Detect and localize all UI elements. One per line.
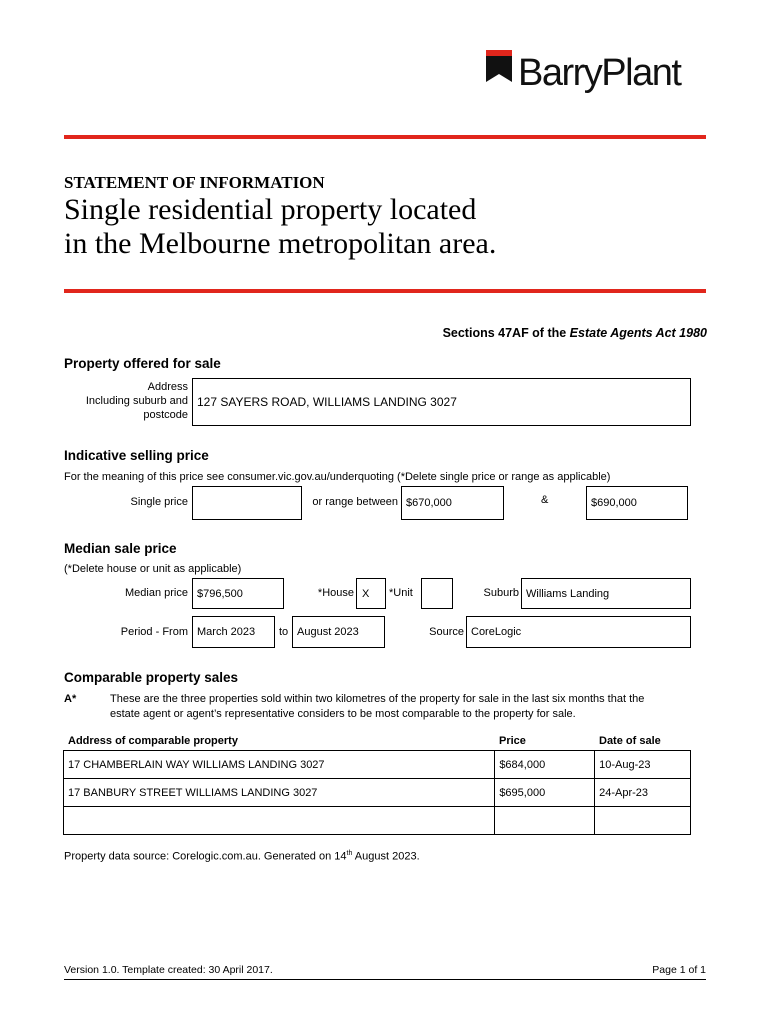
footer-version: Version 1.0. Template created: 30 April 2017.	[64, 964, 273, 976]
comp-price-cell: $684,000	[495, 751, 595, 779]
footer-page: Page 1 of 1	[652, 964, 706, 976]
suburb-value: Williams Landing	[526, 588, 610, 600]
range-high-value: $690,000	[591, 497, 637, 509]
median-price-field[interactable]	[192, 578, 284, 609]
comp-address-cell: 17 BANBURY STREET WILLIAMS LANDING 3027	[64, 779, 495, 807]
sections-reference	[443, 326, 707, 340]
comp-date-cell: 24-Apr-23	[595, 779, 691, 807]
source-field[interactable]	[466, 616, 691, 648]
unit-label: *Unit	[389, 587, 413, 599]
range-high-field[interactable]	[586, 486, 688, 520]
house-value: X	[362, 588, 370, 600]
comp-price-cell	[495, 807, 595, 835]
act-name: Estate Agents Act 1980	[569, 326, 707, 340]
source-label: Source	[429, 626, 464, 638]
range-ampersand: &	[541, 494, 549, 506]
comparable-section-title: Comparable property sales	[64, 670, 239, 685]
top-divider	[64, 135, 706, 139]
table-row	[64, 807, 691, 835]
data-source-note	[64, 850, 420, 863]
comp-price-cell: $695,000	[495, 779, 595, 807]
range-low-field[interactable]	[401, 486, 504, 520]
source-value: CoreLogic	[471, 626, 522, 638]
comparable-desc-line2: estate agent or agent’s representative considers to be most comparable to the property for sale.	[110, 708, 576, 720]
address-value: 127 SAYERS ROAD, WILLIAMS LANDING 3027	[197, 395, 457, 409]
comparable-marker: A*	[64, 693, 77, 705]
comp-date-cell	[595, 807, 691, 835]
property-section-title: Property offered for sale	[64, 356, 221, 371]
period-from-label: Period - From	[120, 626, 188, 638]
comp-date-cell: 10-Aug-23	[595, 751, 691, 779]
comparable-table	[63, 750, 691, 835]
range-low-value: $670,000	[406, 497, 452, 509]
data-source-text: Property data source: Corelogic.com.au. Generated on 14	[64, 850, 347, 863]
address-label-3: postcode	[143, 409, 188, 421]
data-source-suffix: August 2023.	[352, 850, 420, 863]
header-price: Price	[499, 735, 526, 747]
address-label-1: Address	[147, 381, 188, 393]
indicative-section-title: Indicative selling price	[64, 448, 209, 463]
statement-label: STATEMENT OF INFORMATION	[64, 173, 325, 192]
indicative-note: For the meaning of this price see consumer.vic.gov.au/underquoting (*Delete single price or range as applicable)	[64, 471, 611, 483]
table-row	[64, 779, 691, 807]
comp-address-cell: 17 CHAMBERLAIN WAY WILLIAMS LANDING 3027	[64, 751, 495, 779]
page-title-line2: in the Melbourne metropolitan area.	[64, 227, 497, 260]
barry-plant-logo-icon	[486, 50, 512, 82]
logo-text: BarryPlant	[518, 52, 681, 94]
header-address: Address of comparable property	[68, 735, 238, 747]
suburb-label: Suburb	[483, 587, 519, 599]
suburb-field[interactable]	[521, 578, 691, 609]
data-source-sup: th	[346, 850, 353, 857]
period-to-field[interactable]	[292, 616, 385, 648]
range-label: or range between	[312, 496, 398, 508]
single-price-field[interactable]	[192, 486, 302, 520]
header-date: Date of sale	[599, 735, 661, 747]
table-row	[64, 751, 691, 779]
period-from-value: March 2023	[197, 626, 256, 638]
address-label-2: Including suburb and	[85, 395, 188, 407]
median-price-label: Median price	[125, 587, 188, 599]
heading-divider	[64, 289, 706, 293]
unit-field[interactable]	[421, 578, 453, 609]
comparable-desc-line1: These are the three properties sold within two kilometres of the property for sale in the last six months that the	[110, 693, 645, 705]
single-price-label: Single price	[130, 496, 188, 508]
period-from-field[interactable]	[192, 616, 275, 648]
footer-divider	[64, 979, 706, 980]
sections-prefix: Sections 47AF of the	[442, 326, 570, 340]
median-section-title: Median sale price	[64, 541, 177, 556]
median-price-value: $796,500	[197, 588, 243, 600]
median-note: (*Delete house or unit as applicable)	[64, 563, 242, 575]
house-label: *House	[317, 587, 354, 599]
comp-address-cell	[64, 807, 495, 835]
period-to-value: August 2023	[297, 626, 359, 638]
page-title-line1: Single residential property located	[64, 193, 477, 226]
period-to-label: to	[279, 626, 289, 638]
address-field[interactable]	[192, 378, 691, 426]
house-field[interactable]	[356, 578, 386, 609]
